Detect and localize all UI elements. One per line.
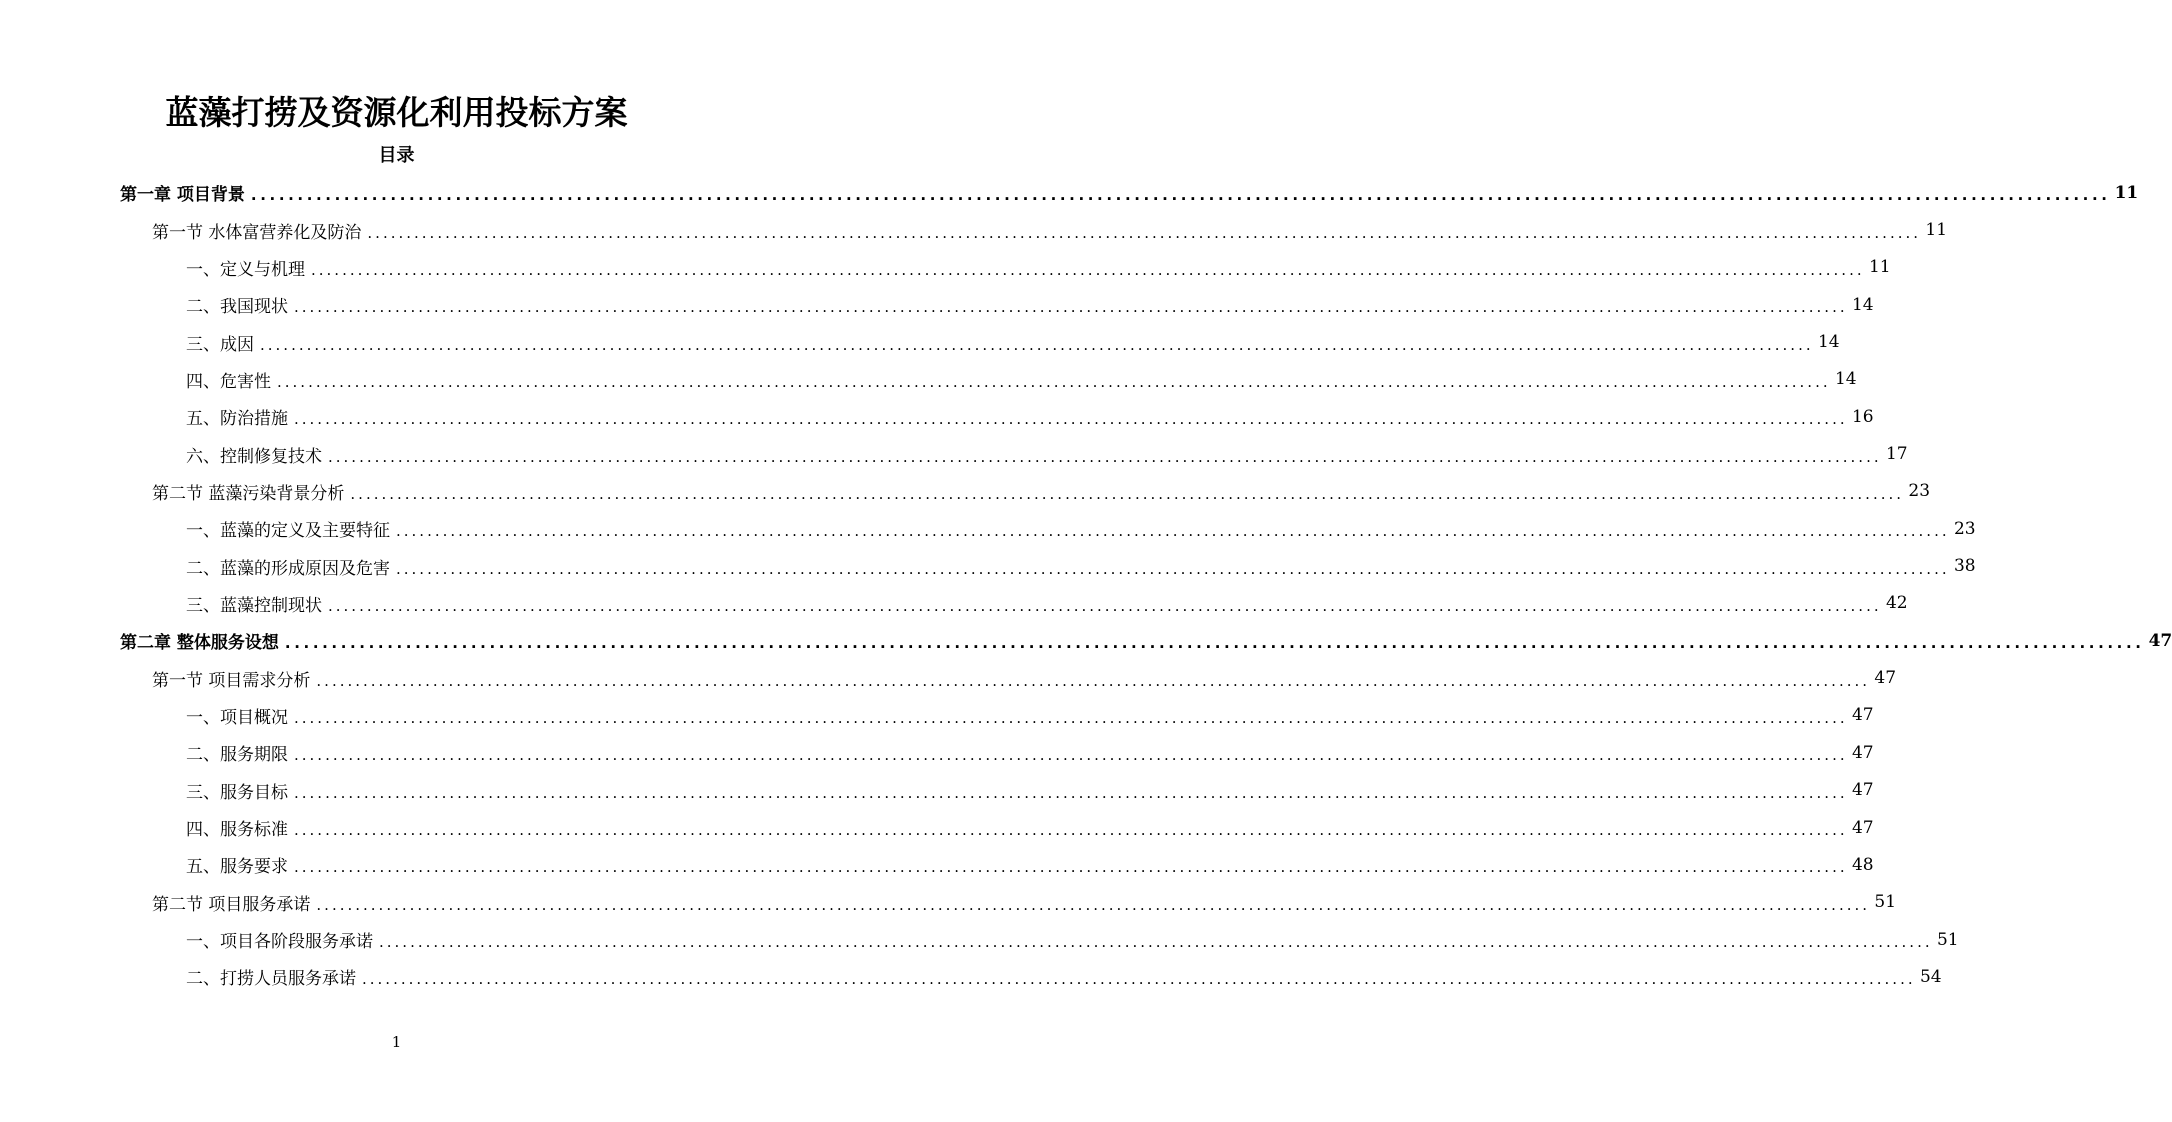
toc-entry-page: 47 (1851, 742, 1874, 763)
toc-entry[interactable] (0, 435, 1908, 472)
toc-entry-page: 16 (1851, 406, 1874, 427)
toc-entry[interactable] (0, 585, 1908, 622)
toc-entry[interactable] (0, 734, 1874, 771)
toc-entry-page: 47 (1874, 668, 1897, 689)
toc-entry-title: 第二章 整体服务设想 (120, 633, 279, 654)
toc-dot-leader: ........................................................................................................................................................................................................ (396, 522, 1950, 541)
toc-entry-title: 二、蓝藻的形成原因及危害 (186, 558, 390, 579)
toc-entry[interactable] (0, 697, 1874, 734)
toc-dot-leader: ........................................................................................................................................................................................................ (328, 447, 1882, 466)
page-number: 1 (391, 1033, 402, 1051)
toc-entry-page: 38 (1953, 556, 1976, 577)
toc-entry-title: 一、蓝藻的定义及主要特征 (186, 521, 390, 542)
toc-dot-leader: ........................................................................................................................................................................................................ (294, 298, 1848, 317)
toc-entry[interactable] (0, 398, 1874, 435)
toc-entry-page: 54 (1919, 966, 1942, 987)
toc-entry-title: 第一节 项目需求分析 (152, 670, 311, 691)
toc-entry-title: 一、项目各阶段服务承诺 (186, 932, 373, 953)
toc-entry-page: 14 (1817, 332, 1840, 353)
toc-dot-leader: ........................................................................................................................................................................................................ (294, 783, 1848, 802)
toc-entry-title: 四、危害性 (186, 371, 271, 392)
toc-entry-page: 51 (1874, 892, 1897, 913)
toc-dot-leader: ........................................................................................................................................................................................................ (367, 223, 1922, 242)
toc-dot-leader: ........................................................................................................................................................................................................ (250, 186, 2111, 205)
toc-dot-leader: ........................................................................................................................................................................................................ (316, 895, 1871, 914)
toc-entry-page: 23 (1908, 481, 1931, 502)
toc-entry[interactable] (0, 361, 1857, 398)
toc-entry-page: 11 (1868, 257, 1891, 278)
toc-entry-title: 三、服务目标 (186, 782, 288, 803)
toc-entry-page: 11 (1925, 220, 1948, 241)
toc-entry-page: 14 (1851, 294, 1874, 315)
toc-entry-title: 五、防治措施 (186, 409, 288, 430)
toc-entry-title: 一、项目概况 (186, 707, 288, 728)
toc-entry-page: 47 (1851, 780, 1874, 801)
toc-entry-title: 三、成因 (186, 334, 254, 355)
toc-entry[interactable] (0, 510, 1976, 547)
toc-entry-title: 六、控制修复技术 (186, 446, 322, 467)
toc-entry-title: 二、打捞人员服务承诺 (186, 969, 356, 990)
toc-dot-leader: ........................................................................................................................................................................................................ (350, 484, 1905, 503)
toc-dot-leader: ........................................................................................................................................................................................................ (379, 933, 1933, 952)
toc-entry-page: 11 (2114, 182, 2139, 203)
toc-entry-page: 47 (1851, 817, 1874, 838)
toc-entry-title: 第二节 项目服务承诺 (152, 894, 311, 915)
toc-entry-page: 48 (1851, 854, 1874, 875)
toc-entry[interactable] (0, 249, 1891, 286)
toc-entry[interactable] (0, 846, 1874, 883)
toc-entry[interactable] (0, 958, 1942, 995)
toc-dot-leader: ........................................................................................................................................................................................................ (284, 634, 2145, 653)
toc-dot-leader: ........................................................................................................................................................................................................ (294, 821, 1848, 840)
table-of-contents (0, 174, 2172, 996)
toc-entry[interactable] (0, 174, 2139, 211)
toc-entry-title: 二、我国现状 (186, 297, 288, 318)
toc-entry-title: 四、服务标准 (186, 820, 288, 841)
toc-dot-leader: ........................................................................................................................................................................................................ (277, 372, 1831, 391)
toc-entry-page: 17 (1885, 444, 1908, 465)
toc-entry-page: 23 (1953, 518, 1976, 539)
toc-entry[interactable] (0, 921, 1959, 958)
toc-dot-leader: ........................................................................................................................................................................................................ (294, 746, 1848, 765)
toc-entry-title: 一、定义与机理 (186, 259, 305, 280)
toc-entry[interactable] (0, 286, 1874, 323)
toc-entry-title: 第二节 蓝藻污染背景分析 (152, 483, 345, 504)
toc-dot-leader: ........................................................................................................................................................................................................ (294, 410, 1848, 429)
toc-entry[interactable] (0, 622, 2172, 659)
toc-heading: 目录 (378, 145, 415, 166)
toc-dot-leader: ........................................................................................................................................................................................................ (294, 858, 1848, 877)
toc-entry[interactable] (0, 547, 1976, 584)
toc-entry-page: 51 (1936, 929, 1959, 950)
toc-entry[interactable] (0, 659, 1897, 696)
toc-dot-leader: ........................................................................................................................................................................................................ (328, 596, 1882, 615)
toc-entry-title: 五、服务要求 (186, 857, 288, 878)
toc-dot-leader: ........................................................................................................................................................................................................ (362, 970, 1916, 989)
toc-entry[interactable] (0, 473, 1931, 510)
toc-entry-page: 47 (1851, 705, 1874, 726)
toc-entry[interactable] (0, 323, 1840, 360)
toc-entry[interactable] (0, 884, 1897, 921)
toc-entry[interactable] (0, 809, 1874, 846)
document-title: 蓝藻打捞及资源化利用投标方案 (165, 93, 628, 132)
toc-dot-leader: ........................................................................................................................................................................................................ (311, 260, 1865, 279)
toc-dot-leader: ........................................................................................................................................................................................................ (260, 335, 1814, 354)
toc-entry-title: 三、蓝藻控制现状 (186, 595, 322, 616)
toc-entry[interactable] (0, 772, 1874, 809)
toc-entry-page: 42 (1885, 593, 1908, 614)
toc-entry-title: 二、服务期限 (186, 745, 288, 766)
toc-entry-title: 第一节 水体富营养化及防治 (152, 222, 362, 243)
toc-dot-leader: ........................................................................................................................................................................................................ (294, 708, 1848, 727)
toc-dot-leader: ........................................................................................................................................................................................................ (316, 671, 1871, 690)
toc-dot-leader: ........................................................................................................................................................................................................ (396, 559, 1950, 578)
toc-entry[interactable] (0, 211, 1948, 248)
toc-entry-page: 47 (2148, 630, 2172, 651)
toc-entry-title: 第一章 项目背景 (120, 185, 245, 206)
toc-entry-page: 14 (1834, 369, 1857, 390)
